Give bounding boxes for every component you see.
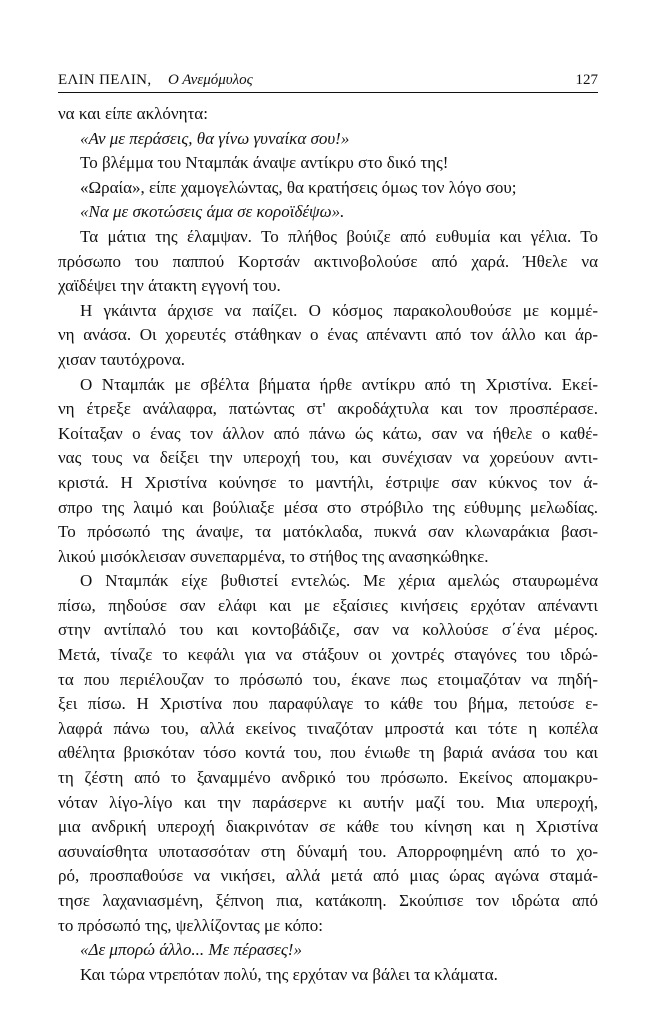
text-line: αθέλητα βρισκόταν τόσο κοντά του, που ένιωθε τη βαριά ανάσα του και (58, 743, 598, 763)
text-line: «Ωραία», είπε χαμογελώντας, θα κρατήσεις όμως τον λόγο σου; (80, 177, 517, 197)
text-line: χαϊδέψει την άτακτη εγγονή του. (58, 276, 281, 296)
text-line: λαφρά πάνω του, αλλά εκείνος τιναζόταν μπροστά και τότε η κοπέλα (58, 718, 598, 738)
text-line: Κοίταξαν ο ένας τον άλλον από πάνω ώς κάτω, σαν να ήθελε ο καθέ- (58, 423, 598, 443)
text-line: ασυναίσθητα υποτασσόταν στη δύναμή του. Απορροφημένη από το χο- (58, 841, 598, 861)
text-line: Η γκάιντα άρχισε να παίζει. Ο κόσμος παρακολουθούσε με κομμέ- (80, 300, 598, 320)
text-line: μια ανδρική υπεροχή διακρινόταν σε κάθε του κίνηση και η Χριστίνα (58, 817, 598, 837)
text-line: το πρόσωπό της, ψελλίζοντας με κόπο: (58, 915, 323, 935)
text-line: τησε λαχανιασμένη, ξέπνοη πια, κατάκοπη. Σκούπισε τον ιδρώτα από (58, 891, 598, 910)
text-line: Τα μάτια της έλαμψαν. Το πλήθος βούιζε από ευθυμία και γέλια. Το (80, 226, 598, 246)
text-line: χισαν ταυτόχρονα. (58, 349, 185, 369)
text-line: πίσω, πηδούσε σαν ελάφι και με εξαίσιες κινήσεις ερχόταν απέναντι (58, 595, 598, 615)
text-line: πρόσωπο του παππού Κορτσάν ακτινοβολούσε από χαρά. Ήθελε να (58, 251, 598, 271)
text-line: Και τώρα ντρεπόταν πολύ, της ερχόταν να βάλει τα κλάματα. (80, 964, 498, 984)
header-rule (58, 92, 598, 93)
text-line: σπρο της λαιμό και βούλιαξε μέσα στο στρόβιλο της εύθυμης μελωδίας. (58, 497, 598, 517)
text-line: να και είπε ακλόνητα: (58, 104, 208, 123)
text-line: λικού μισόκλεισαν συνεπαρμένα, το στήθος της ανασηκώθηκε. (58, 546, 489, 566)
running-head-title: Ο Ανεμόμυλος (168, 72, 253, 88)
text-line: «Να με σκοτώσεις άμα σε κοροϊδέψω». (80, 202, 345, 222)
text-line: Ο Νταμπάκ με σβέλτα βήματα ήρθε αντίκρυ από τη Χριστίνα. Εκεί- (80, 374, 598, 394)
text-line: Ο Νταμπάκ είχε βυθιστεί εντελώς. Με χέρια αμελώς σταυρωμένα (80, 571, 598, 591)
text-line: Το βλέμμα του Νταμπάκ άναψε αντίκρυ στο δικό της! (80, 153, 449, 173)
text-line: «Δε μπορώ άλλο... Με πέρασες!» (80, 940, 302, 960)
text-line: Το πρόσωπό της άναψε, τα ματόκλαδα, πυκνά σαν κλωναράκια βασι- (58, 522, 598, 542)
running-head-author: ΕΛΙΝ ΠΕΛΙΝ, (58, 72, 152, 88)
body-text (58, 102, 598, 987)
text-line: νη έτρεξε ανάλαφρα, πατώντας στ' ακροδάχτυλα και τον προσπέρασε. (58, 399, 598, 419)
text-line: νη ανάσα. Οι χορευτές στάθηκαν ο ένας απέναντι από τον άλλο και άρ- (58, 325, 598, 345)
text-line: ξει πίσω. Η Χριστίνα που παραφύλαγε το κάθε του βήμα, πετούσε ε- (58, 694, 598, 714)
text-line: νας τους να δείξει την υπεροχή του, και συνέχισαν να χορεύουν αντι- (58, 448, 598, 468)
text-line: Μετά, τίναζε το κεφάλι για να στάξουν οι χοντρές σταγόνες του ιδρώ- (58, 645, 598, 665)
page-number: 127 (575, 72, 598, 88)
text-line: κριστά. Η Χριστίνα κούνησε το μαντήλι, έστριψε σαν κύκνος τον ά- (58, 472, 598, 492)
text-line: στην αντίπαλό του και κοντοβάδιζε, σαν να κολλούσε σ΄ένα μέρος. (58, 620, 598, 640)
text-line: νόταν λίγο-λίγο και την παράσερνε κι αυτήν μαζί του. Μια υπεροχή, (58, 792, 598, 812)
running-head (58, 72, 598, 94)
text-line: «Αν με περάσεις, θα γίνω γυναίκα σου!» (80, 128, 350, 148)
text-line: ρό, προσπαθούσε να νικήσει, αλλά μετά από μιας ώρας αγώνα σταμά- (58, 866, 598, 886)
text-line: τη ζέστη από το ξαναμμένο ανδρικό του πρόσωπο. Εκείνος απομακρυ- (58, 768, 598, 788)
text-line: τα που περιέλουζαν το πρόσωπό του, έκανε πως ετοιμαζόταν να πηδή- (58, 669, 598, 689)
